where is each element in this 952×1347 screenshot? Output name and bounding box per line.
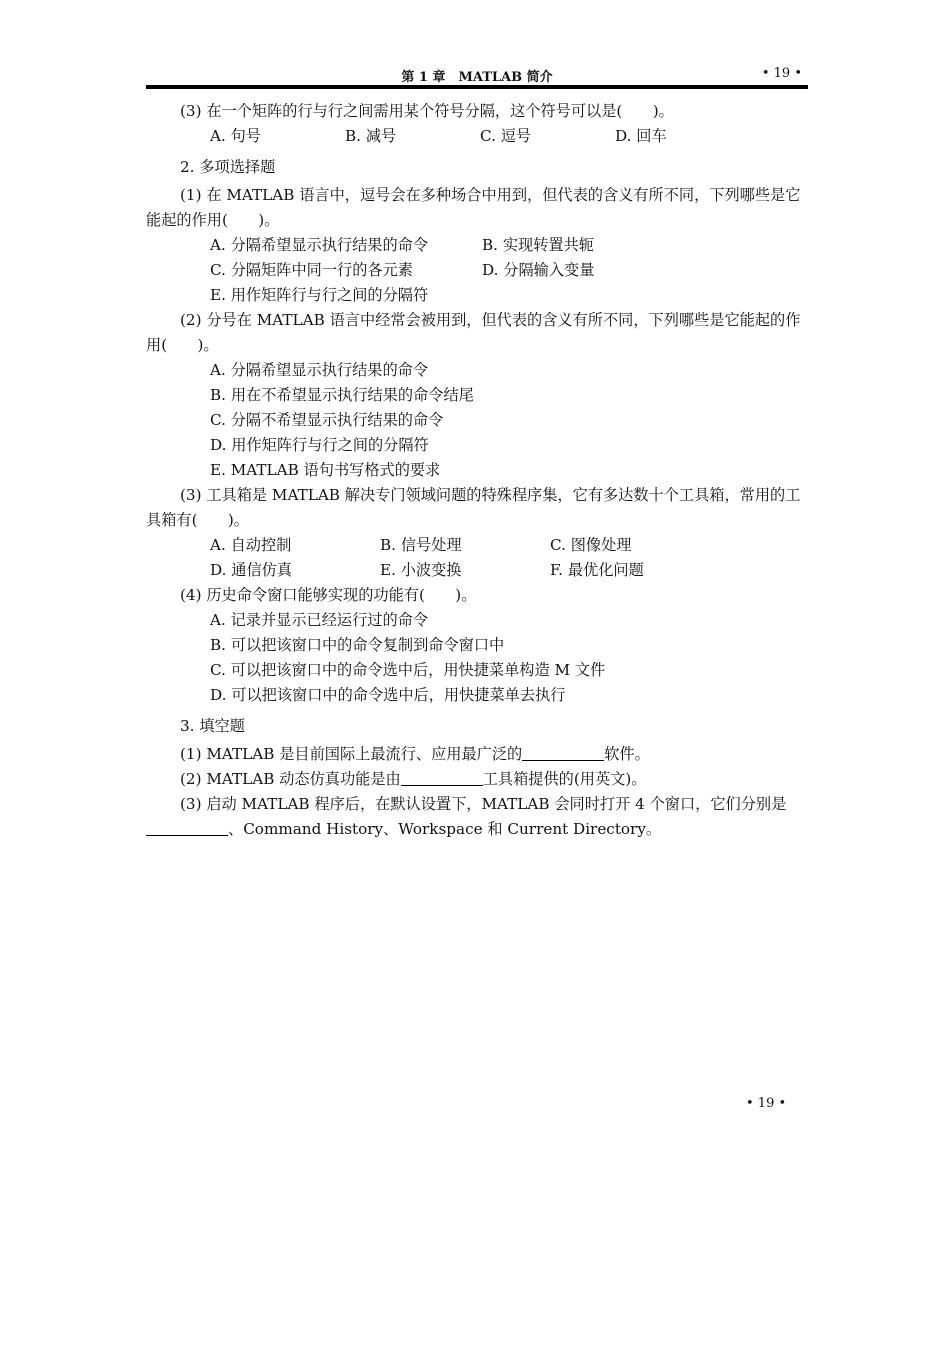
- question-2-1: (1) 在 MATLAB 语言中，逗号会在多种场合中用到，但代表的含义有所不同，下列哪些是它能起的作用( )。: [146, 186, 801, 229]
- option: A. 自动控制: [210, 536, 292, 554]
- question-text: (3) 启动 MATLAB 程序后，在默认设置下，MATLAB 会同时打开 4 个窗口，它们分别是: [180, 795, 787, 813]
- option: A. 分隔希望显示执行结果的命令: [210, 236, 429, 254]
- option: A. 记录并显示已经运行过的命令: [210, 611, 429, 629]
- option: C. 逗号: [480, 127, 532, 145]
- option: D. 用作矩阵行与行之间的分隔符: [210, 436, 429, 454]
- answer-blank: [146, 819, 228, 836]
- option: D. 通信仿真: [210, 561, 293, 579]
- answer-blank: [401, 769, 483, 786]
- option: E. MATLAB 语句书写格式的要求: [210, 461, 441, 479]
- chapter-title: 第 1 章 MATLAB 简介: [401, 70, 553, 85]
- page-header: [146, 64, 808, 86]
- question-text: (1) MATLAB 是目前国际上最流行、应用最广泛的: [180, 745, 523, 763]
- question-2-3-options: [146, 533, 808, 558]
- question-text: 软件。: [604, 745, 650, 763]
- option: D. 分隔输入变量: [482, 261, 595, 279]
- option: B. 可以把该窗口中的命令复制到命令窗口中: [210, 636, 505, 654]
- option: F. 最优化问题: [550, 561, 644, 579]
- option: D. 回车: [615, 127, 667, 145]
- question-2-1-options: [146, 258, 808, 283]
- option: B. 信号处理: [380, 536, 462, 554]
- question-2-4: (4) 历史命令窗口能够实现的功能有( )。: [180, 586, 477, 604]
- option: D. 可以把该窗口中的命令选中后，用快捷菜单去执行: [210, 686, 566, 704]
- option: B. 减号: [345, 127, 397, 145]
- question-text: (2) MATLAB 动态仿真功能是由: [180, 770, 401, 788]
- question-1-3-options: [146, 124, 808, 149]
- option: C. 图像处理: [550, 536, 632, 554]
- option: C. 分隔不希望显示执行结果的命令: [210, 411, 444, 429]
- fill-question-1: [146, 742, 808, 767]
- section-heading-2: 2. 多项选择题: [180, 158, 276, 176]
- question-text: 、Command History、Workspace 和 Current Directory。: [228, 820, 662, 838]
- answer-blank: [522, 744, 604, 761]
- option: B. 实现转置共轭: [482, 236, 594, 254]
- header-page-number: • 19 •: [761, 66, 802, 81]
- fill-question-3: [146, 792, 808, 842]
- option: E. 小波变换: [380, 561, 462, 579]
- option: E. 用作矩阵行与行之间的分隔符: [210, 286, 429, 304]
- option: A. 句号: [210, 127, 261, 145]
- footer-page-number: • 19 •: [746, 1096, 787, 1111]
- option: A. 分隔希望显示执行结果的命令: [210, 361, 429, 379]
- header-rule: [146, 85, 808, 89]
- option: B. 用在不希望显示执行结果的命令结尾: [210, 386, 474, 404]
- question-2-2: (2) 分号在 MATLAB 语言中经常会被用到，但代表的含义有所不同，下列哪些是它能起的作用( )。: [146, 311, 801, 354]
- page-body: [146, 99, 808, 842]
- question-2-1-options: [146, 233, 808, 258]
- fill-question-2: [146, 767, 808, 792]
- option: C. 可以把该窗口中的命令选中后，用快捷菜单构造 M 文件: [210, 661, 606, 679]
- section-heading-3: 3. 填空题: [180, 717, 245, 735]
- option: C. 分隔矩阵中同一行的各元素: [210, 261, 413, 279]
- question-text: 工具箱提供的(用英文)。: [482, 770, 647, 788]
- question-2-3-options: [146, 558, 808, 583]
- question-1-3: (3) 在一个矩阵的行与行之间需用某个符号分隔，这个符号可以是( )。: [180, 102, 674, 120]
- question-2-3: (3) 工具箱是 MATLAB 解决专门领域问题的特殊程序集，它有多达数十个工具箱，常用的工具箱有( )。: [146, 486, 801, 529]
